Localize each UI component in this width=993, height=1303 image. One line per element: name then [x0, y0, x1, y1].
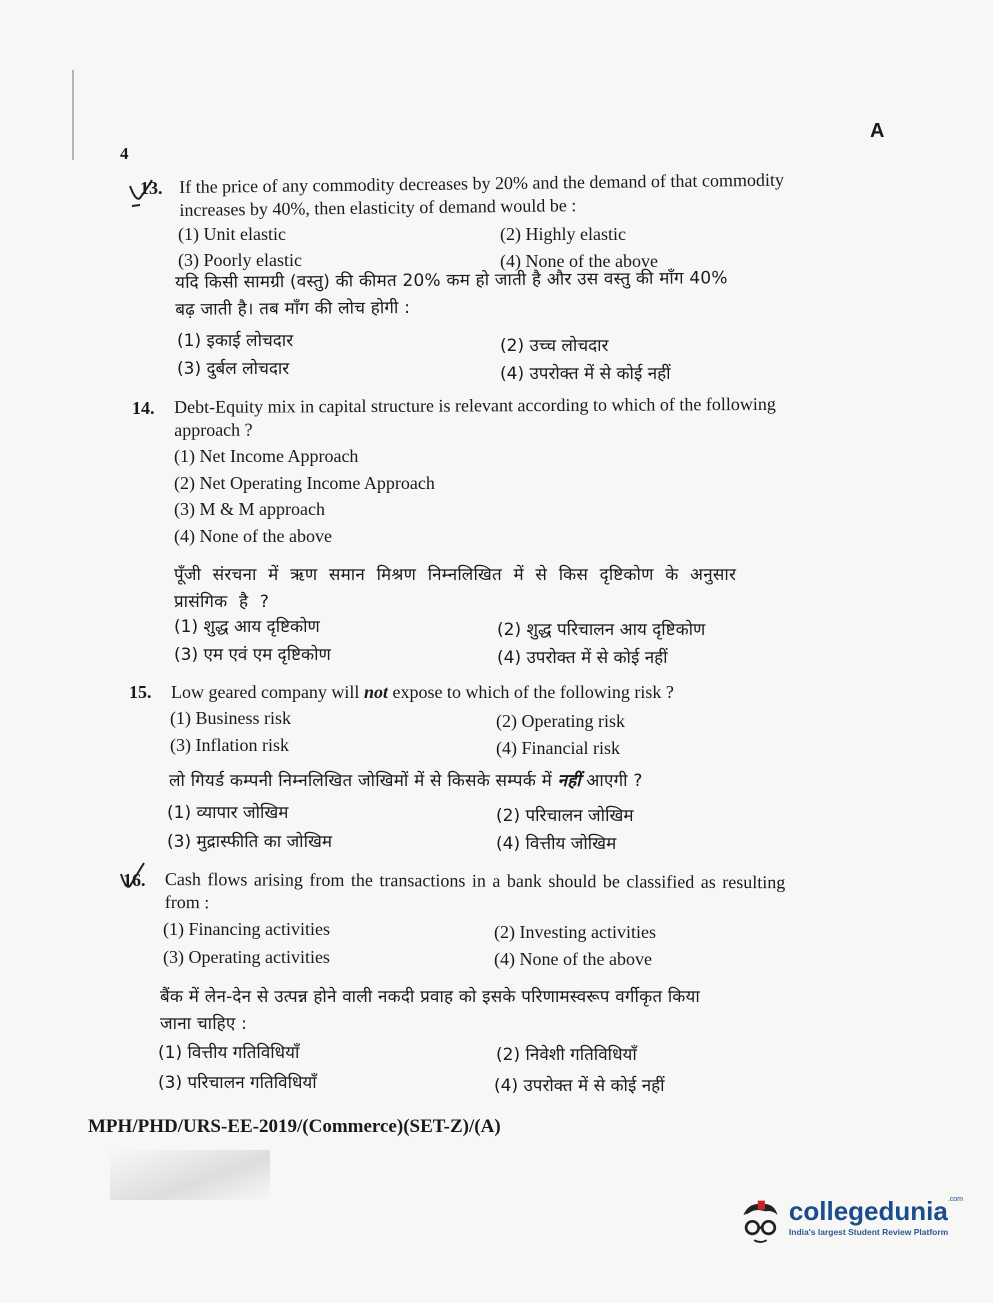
question-text-part: लो गियर्ड कम्पनी निम्नलिखित जोखिमों में से किसके सम्पर्क में	[169, 771, 558, 791]
question-number: 16.	[123, 870, 146, 890]
option: (1) Net Income Approach	[174, 446, 359, 466]
option: (3) एम एवं एम दृष्टिकोण	[174, 645, 331, 665]
question-line: बैंक में लेन-देन से उत्पन्न होने वाली नकदी प्रवाह को इसके परिणामस्वरूप वर्गीकृत किया	[160, 987, 700, 1007]
set-letter: A	[870, 120, 885, 142]
option: (1) शुद्ध आय दृष्टिकोण	[174, 617, 320, 637]
option: (4) None of the above	[500, 251, 658, 271]
question-line: If the price of any commodity decreases by 20% and the demand of that commodity	[179, 169, 785, 197]
option: (2) Operating risk	[496, 711, 625, 731]
option: (4) None of the above	[174, 526, 332, 546]
option: (1) व्यापार जोखिम	[167, 803, 289, 823]
collegedunia-logo[interactable]	[738, 1196, 963, 1258]
option: (4) वित्तीय जोखिम	[496, 834, 617, 854]
question-16-text	[165, 868, 786, 917]
option: (3) Inflation risk	[170, 735, 289, 755]
question-number: 14.	[132, 398, 155, 418]
option: (2) निवेशी गतिविधियाँ	[496, 1045, 637, 1065]
scan-shadow	[110, 1150, 270, 1200]
option: (1) Business risk	[170, 708, 291, 728]
question-line: जाना चाहिए :	[160, 1014, 248, 1034]
logo-name: collegedunia	[788, 1196, 948, 1226]
option: (3) परिचालन गतिविधियाँ	[158, 1073, 317, 1093]
question-text-part: expose to which of the following risk ?	[387, 682, 674, 702]
question-line: यदि किसी सामग्री (वस्तु) की कीमत 20% कम हो जाती है और उस वस्तु की माँग 40%	[175, 268, 728, 293]
option: (3) दुर्बल लोचदार	[177, 359, 290, 379]
option: (1) Unit elastic	[178, 224, 286, 244]
option: (2) Investing activities	[494, 922, 656, 942]
question-line: from :	[164, 891, 210, 913]
option: (4) उपरोक्त में से कोई नहीं	[494, 1076, 665, 1096]
scan-edge	[72, 70, 74, 160]
question-line: Debt-Equity mix in capital structure is relevant according to which of the following	[174, 393, 776, 417]
option: (3) Poorly elastic	[178, 250, 302, 270]
option: (2) Net Operating Income Approach	[174, 473, 435, 493]
option: (2) Highly elastic	[500, 224, 626, 244]
question-line: Cash flows arising from the transactions in a bank should be classified as resulting	[164, 869, 786, 893]
question-14-text	[174, 393, 776, 442]
option: (2) परिचालन जोखिम	[496, 806, 634, 826]
question-line: बढ़ जाती है। तब माँग की लोच होगी :	[175, 297, 411, 320]
emphasis-text: नहीं	[557, 771, 581, 791]
option: (4) Financial risk	[496, 738, 620, 758]
page-number: 4	[120, 144, 129, 163]
question-number: 13.	[140, 178, 163, 198]
question-13-hindi	[175, 265, 728, 324]
logo-suffix: .com	[947, 1196, 963, 1203]
question-text-part: Low geared company will	[171, 682, 364, 702]
question-text-part: आएगी ?	[580, 771, 643, 791]
logo-tagline: India's largest Student Review Platform	[788, 1227, 949, 1237]
question-13-text	[179, 169, 784, 222]
option: (3) मुद्रास्फीति का जोखिम	[167, 832, 333, 852]
question-number: 15.	[129, 682, 152, 702]
option: (2) शुद्ध परिचालन आय दृष्टिकोण	[497, 620, 706, 640]
option: (3) Operating activities	[163, 947, 330, 967]
question-15-hindi	[169, 768, 643, 795]
question-line: पूँजी संरचना में ऋण समान मिश्रण निम्नलिखित में से किस दृष्टिकोण के अनुसार	[174, 565, 737, 585]
question-14-hindi	[174, 562, 736, 616]
option: (1) Financing activities	[163, 919, 330, 939]
option: (2) उच्च लोचदार	[500, 336, 609, 356]
option: (4) उपरोक्त में से कोई नहीं	[497, 648, 668, 668]
option: (3) M & M approach	[174, 499, 325, 519]
question-16-hindi	[160, 984, 700, 1038]
question-line: प्रासंगिक है ?	[174, 592, 270, 612]
question-line: approach ?	[174, 419, 253, 440]
emphasis-text: not	[363, 682, 388, 702]
option: (4) उपरोक्त में से कोई नहीं	[500, 364, 671, 384]
option: (1) वित्तीय गतिविधियाँ	[158, 1043, 300, 1063]
paper-code: MPH/PHD/URS-EE-2019/(Commerce)(SET-Z)/(A)	[88, 1116, 501, 1137]
question-line: increases by 40%, then elasticity of demand would be :	[179, 195, 577, 220]
option: (1) इकाई लोचदार	[177, 331, 294, 351]
mascot-icon	[738, 1196, 783, 1252]
question-15-text	[171, 681, 674, 704]
option: (4) None of the above	[494, 949, 652, 969]
